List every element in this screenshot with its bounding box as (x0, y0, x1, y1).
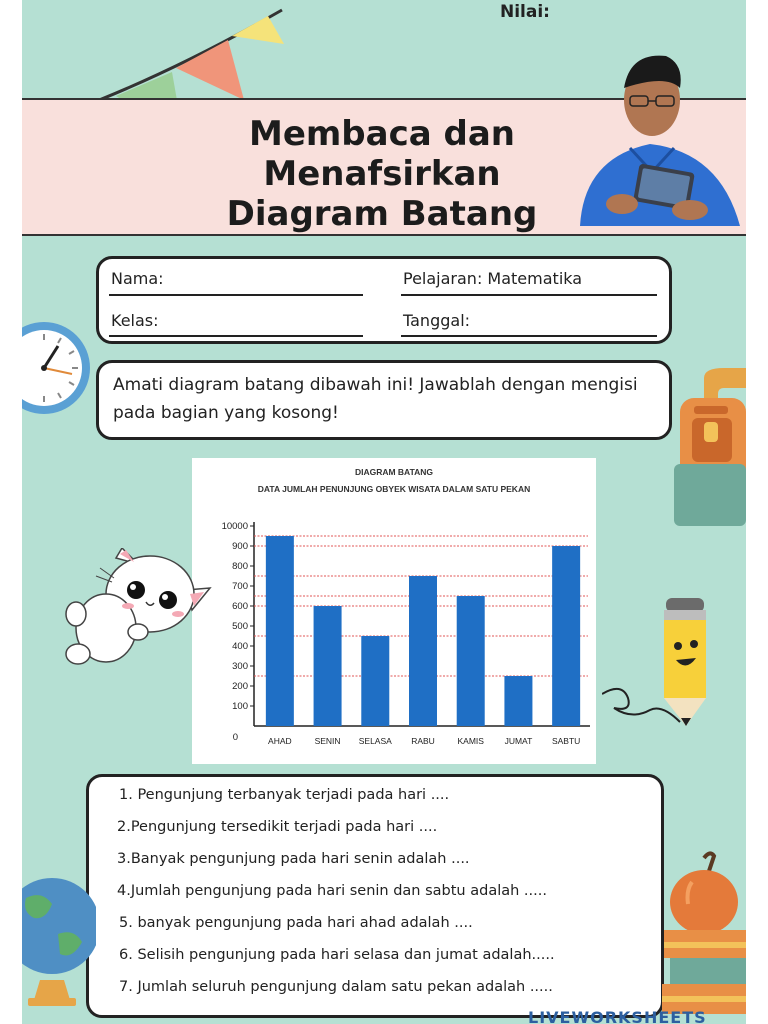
pencil-icon (602, 594, 712, 734)
grade-label: Nilai: (500, 2, 550, 22)
cat-icon (60, 548, 212, 670)
y-tick-label: 0 (232, 732, 238, 743)
y-tick-label: 400 (232, 641, 248, 652)
globe-icon (22, 868, 96, 1008)
question-item: 7. Jumlah seluruh pengunjung dalam satu pekan adalah ..... (119, 979, 553, 995)
question-item: 6. Selisih pengunjung pada hari selasa dan jumat adalah..... (119, 947, 555, 963)
date-field[interactable] (401, 335, 657, 337)
x-tick-label: AHAD (268, 736, 292, 746)
y-tick-label: 900 (232, 541, 248, 552)
worksheet (22, 0, 746, 1024)
page-title: Membaca dan Menafsirkan Diagram Batang (226, 114, 538, 234)
bar-kamis (457, 596, 485, 726)
y-tick-label: 500 (232, 621, 248, 632)
bar-chart (192, 458, 596, 764)
x-tick-label: RABU (411, 736, 435, 746)
class-label: Kelas: (111, 311, 159, 330)
subject-label: Pelajaran: Matematika (403, 269, 583, 288)
question-item: 2.Pengunjung tersedikit terjadi pada hari .... (117, 819, 438, 835)
question-item: 3.Banyak pengunjung pada hari senin adalah .... (117, 851, 470, 867)
question-item: 5. banyak pengunjung pada hari ahad adalah .... (119, 915, 473, 931)
watermark: LIVEWORKSHEETS (528, 1008, 707, 1024)
y-tick-label: 700 (232, 581, 248, 592)
question-item: 1. Pengunjung terbanyak terjadi pada hari .... (119, 787, 450, 803)
name-field[interactable] (109, 294, 363, 296)
y-tick-label: 200 (232, 681, 248, 692)
x-tick-label: SELASA (358, 736, 392, 746)
bar-ahad (266, 536, 294, 726)
instruction-box (96, 360, 672, 440)
bar-sabtu (552, 546, 580, 726)
class-field[interactable] (109, 335, 363, 337)
date-label: Tanggal: (403, 311, 471, 330)
teacher-photo (570, 48, 746, 226)
bar-jumat (504, 676, 532, 726)
x-tick-label: KAMIS (457, 736, 484, 746)
bar-rabu (409, 576, 437, 726)
y-tick-label: 800 (232, 561, 248, 572)
y-tick-label: 300 (232, 661, 248, 672)
clock-icon (22, 318, 94, 418)
x-tick-label: JUMAT (504, 736, 533, 746)
bar-chart-svg (192, 458, 596, 764)
question-item: 4.Jumlah pengunjung pada hari senin dan sabtu adalah ..... (117, 883, 547, 899)
instruction-text: Amati diagram batang dibawah ini! Jawablah dengan mengisi pada bagian yang kosong! (113, 375, 638, 423)
y-tick-label: 600 (232, 601, 248, 612)
x-tick-label: SENIN (314, 736, 341, 746)
bar-selasa (361, 636, 389, 726)
chart-title: DIAGRAM BATANG (354, 467, 434, 477)
chart-subtitle: DATA JUMLAH PENUNJUNG OBYEK WISATA DALAM SATU PEKAN (257, 484, 531, 494)
backpack-icon (674, 368, 746, 528)
books-apple-icon (662, 850, 746, 1024)
y-tick-label: 10000 (221, 521, 248, 532)
bar-senin (314, 606, 342, 726)
name-label: Nama: (111, 269, 164, 288)
questions-box (86, 774, 664, 1018)
subject-field[interactable] (401, 294, 657, 296)
y-tick-label: 100 (232, 701, 248, 712)
identity-box (96, 256, 672, 344)
x-tick-label: SABTU (551, 736, 581, 746)
